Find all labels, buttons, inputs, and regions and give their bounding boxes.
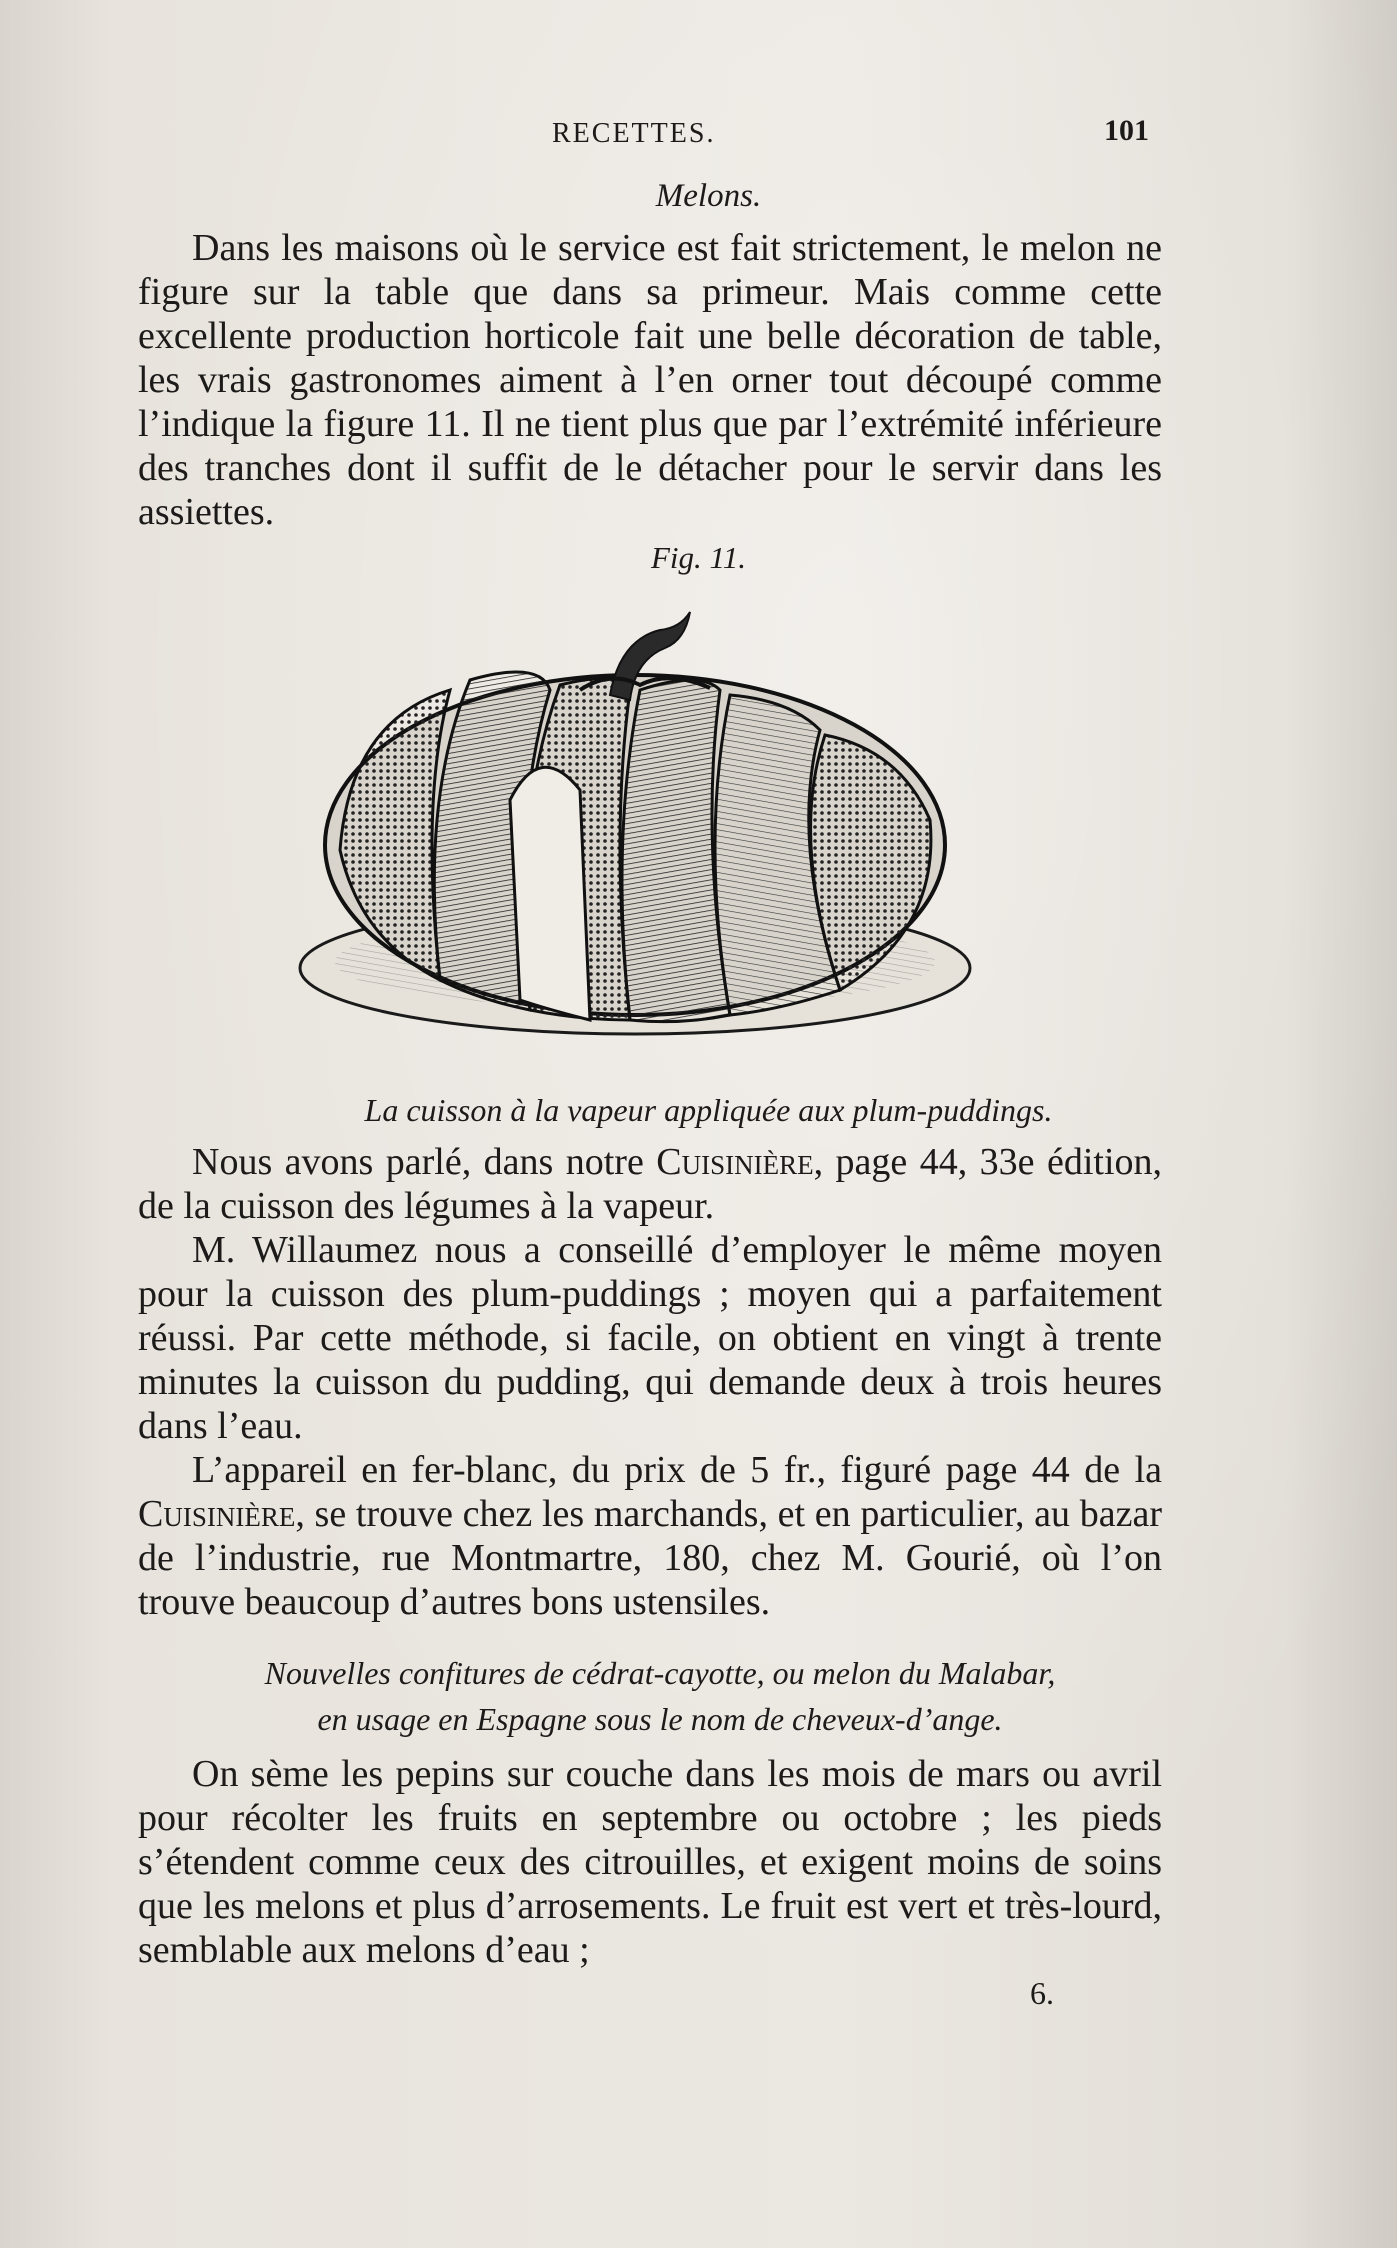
section-title-melons: Melons. <box>655 178 762 214</box>
steam-paragraph-2: M. Willaumez nous a conseillé d’employer le même moyen pour la cuisson des plum-puddings ; moyen qui a parfaitement réussi. Par cette méthode, si facile, on obtient en vingt à trente minutes la cuisson du pudding, qui demande deux à trois heures dans l’eau. <box>138 1229 1162 1447</box>
steam-paragraph-3 <box>138 1448 1162 1624</box>
running-head: RECETTES. <box>552 118 716 149</box>
confitures-heading-line-1: Nouvelles confitures de cédrat-cayotte, ou melon du Malabar, <box>264 1655 1056 1691</box>
page-header <box>0 114 1397 158</box>
cuisiniere-reference: Cuisinière <box>138 1493 296 1535</box>
confitures-heading-line-2: en usage en Espagne sous le nom de cheveux-d’ange. <box>317 1701 1003 1737</box>
section-title-steam: La cuisson à la vapeur appliquée aux plum-puddings. <box>364 1092 1053 1128</box>
melons-paragraph: Dans les maisons où le service est fait strictement, le melon ne figure sur la table que dans sa primeur. Mais comme cette excellente production horticole fait une belle décoration de table, les vrais gastronomes aiment à l’en orner tout découpé comme l’indique la figure 11. Il ne tient plus que par l’extrémité inférieure des tranches dont il suffit de le détacher pour le servir dans les assiettes. <box>138 227 1162 533</box>
figure-label: Fig. 11. <box>651 540 746 575</box>
section-title-confitures <box>150 1650 1170 1742</box>
steam-text-block <box>138 1140 1162 1624</box>
steam-p3-text-end: , se trouve chez les marchands, et en particulier, au bazar de l’industrie, rue Montmartre, 180, chez M. Gourié, où l’on trouve beaucoup d’autres bons ustensiles. <box>138 1493 1162 1623</box>
steam-p1-text-end: , page 44, 33e édition, de la cuisson des légumes à la vapeur. <box>138 1141 1163 1227</box>
cuisiniere-reference: Cuisinière <box>656 1141 814 1183</box>
confitures-paragraph: On sème les pepins sur couche dans les mois de mars ou avril pour récolter les fruits en septembre ou octobre ; les pieds s’étendent comme ceux des citrouilles, et exigent moins de soins que les melons et plus d’arrosements. Le fruit est vert et très-lourd, semblable aux melons d’eau ; <box>138 1753 1162 1971</box>
melon-engraving-illustration <box>280 600 1000 1070</box>
steam-p1-text-start: Nous avons parlé, dans notre <box>192 1141 657 1183</box>
steam-paragraph-1 <box>138 1140 1162 1228</box>
melons-text-block <box>138 226 1162 534</box>
confitures-text-block <box>138 1752 1162 1972</box>
steam-p3-text-start: L’appareil en fer-blanc, du prix de 5 fr., figuré page 44 de la <box>192 1449 1162 1491</box>
page-number: 101 <box>1104 114 1149 147</box>
signature-mark: 6. <box>1030 1975 1054 2011</box>
